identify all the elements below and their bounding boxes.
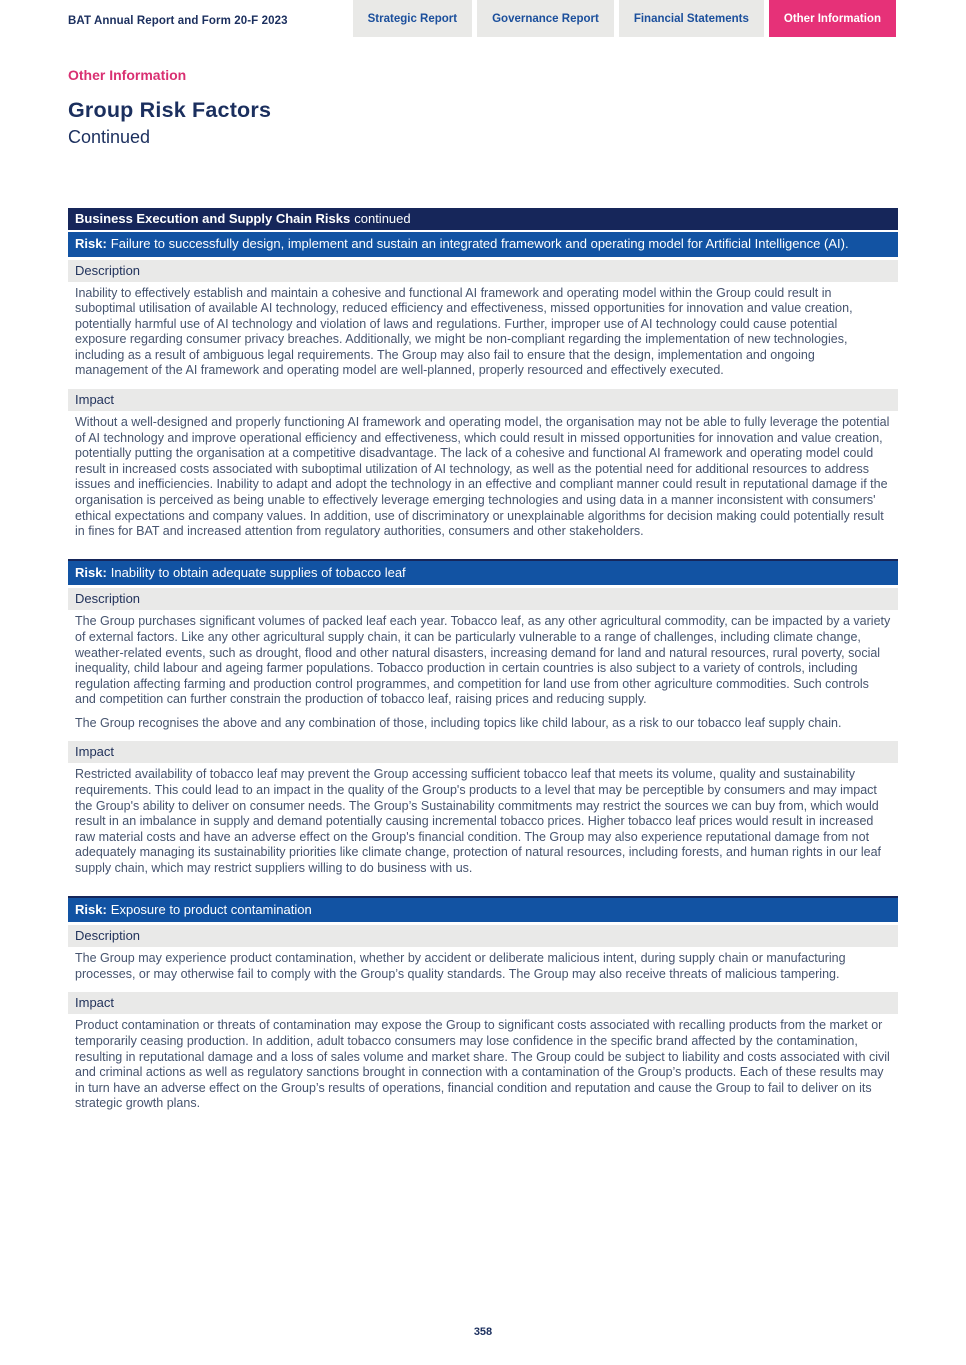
tab-governance-report[interactable]: [477, 0, 614, 37]
paragraph: Inability to effectively establish and maintain a cohesive and functional AI framework and operating model within the Group could result in suboptimal utilisation of available AI technology, reduced efficiency and effectiveness, missed opportunities for innovation and value creation, potentially harmful use of AI technology and violation of laws and regulations. Further, improper use of AI technology could cause potential exposure regarding consumer privacy breaches. Additionally, we might be non-compliant regarding the implementation of new technologies, including as a result of ambiguous legal requirements. The Group may also fail to ensure that the design, implementation and ongoing management of the AI framework and operating model are well-planned, properly resourced and effectively executed.: [75, 285, 853, 378]
risk-bar: [68, 896, 898, 923]
risk-prefix: Risk:: [75, 236, 107, 251]
category-continued: continued: [354, 211, 411, 226]
impact-text: [68, 763, 898, 876]
risk-section-product-contamination: [68, 896, 898, 1112]
category-bar: [68, 208, 898, 230]
description-text: [68, 610, 898, 731]
tab-financial-statements[interactable]: [619, 0, 764, 37]
impact-label: Impact: [68, 389, 898, 411]
paragraph: Without a well-designed and properly functioning AI framework and operating model, the organisation may not be able to fully leverage the potential of AI technology and improve operational efficiency and effectiveness, which could result in missed opportunities for innovation and value creation, potentially putting the organisation at a competitive disadvantage. The lack of a cohesive and functional AI framework and operating model could result in increased costs associated with suboptimal utilization of AI technology, as well as the potential need for additional resources to address issues and inefficiencies. Inability to adapt and adopt the technology in an effective and compliant manner could result in reputational damage if the organisation is perceived as being unable to effectively leverage emerging technologies and using data in a manner inconsistent with consumers' ethical expectations and company values. In addition, use of discriminatory or unexplainable algorithms for decision making could potentially result in fines for BAT and increased attention from regulatory authorities, consumers and other stakeholders.: [75, 415, 890, 539]
description-text: [68, 947, 898, 982]
risk-text: Exposure to product contamination: [110, 901, 312, 917]
tab-label: Financial Statements: [633, 12, 749, 25]
risk-prefix: Risk:: [75, 901, 107, 917]
page-content: [68, 67, 898, 1112]
risk-section-tobacco-leaf: [68, 559, 898, 877]
impact-label: Impact: [68, 992, 898, 1014]
impact-text: [68, 411, 898, 540]
page-header: [0, 0, 966, 37]
risk-bar: [68, 232, 898, 257]
risk-bar: [68, 559, 898, 586]
tab-strategic-report[interactable]: [353, 0, 472, 37]
paragraph: The Group recognises the above and any combination of those, including topics like child labour, as a risk to our tobacco leaf supply chain.: [75, 715, 842, 730]
section-tabs: [353, 0, 896, 37]
description-label: Description: [68, 588, 898, 610]
paragraph: Product contamination or threats of contamination may expose the Group to significant costs associated with recalling products from the market or temporarily ceasing production. In addition, adult tobacco consumers may lose confidence in the specific brand affected by the contamination, resulting in reputational damage and a loss of sales volume and market share. The Group could be subject to liability and costs associated with civil and criminal actions as well as regulatory sanctions brought in connection with a contamination of the Group’s products. Each of these results may in turn have an adverse effect on the Group’s results of operations, financial condition and reputation and cause the Group to fail to deliver on its strategic growth plans.: [75, 1018, 890, 1111]
tab-label: Governance Report: [492, 12, 599, 25]
tab-label: Strategic Report: [367, 12, 458, 25]
tab-label: Other Information: [783, 12, 881, 25]
risk-prefix: Risk:: [75, 564, 107, 580]
page-number: 358: [473, 1326, 493, 1338]
risk-text: Inability to obtain adequate supplies of tobacco leaf: [110, 564, 406, 580]
impact-text: [68, 1014, 898, 1112]
description-text: [68, 282, 898, 380]
page-subtitle: Continued: [68, 127, 151, 147]
description-label: Description: [68, 925, 898, 947]
tab-other-information[interactable]: [769, 0, 896, 37]
paragraph: The Group may experience product contamination, whether by accident or deliberate malicious intent, during supply chain or manufacturing processes, or may otherwise fail to comply with the Group’s quality standards. The Group may also receive threats of malicious tampering.: [75, 951, 846, 981]
category-name: Business Execution and Supply Chain Risks: [75, 211, 351, 226]
report-title: BAT Annual Report and Form 20-F 2023: [68, 15, 288, 27]
paragraph: Restricted availability of tobacco leaf may prevent the Group accessing sufficient tobacco leaf that meets its volume, quality and sustainability requirements. This could lead to an impact in the quality of the Group's products to a level that may be perceptible by consumers and may impact the Group's ability to deliver on consumer needs. The Group’s Sustainability commitments may restrict the sources we can buy from, which would result in an imbalance in supply and demand potentially causing incremental tobacco prices. Higher tobacco leaf prices would result in increased raw material costs and have an adverse effect on the Group's financial condition. The Group may also experience reputational damage from not adequately managing its sustainability priorities like climate change, protection of natural resources, including forests, and human rights in our leaf supply chain, which may restrict suppliers willing to do business with us.: [75, 767, 881, 876]
risk-text: Failure to successfully design, implement and sustain an integrated framework and operating model for Artificial Intelligence (AI).: [110, 236, 849, 251]
impact-label: Impact: [68, 741, 898, 763]
paragraph: The Group purchases significant volumes of packed leaf each year. Tobacco leaf, as any other agricultural commodity, can be impacted by a variety of external factors. Like any other agricultural supply chain, it can be particularly vulnerable to a range of challenges, including climate change, weather-related events, such as drought, flood and other natural disasters, increasing demand for land and natural resources, rural poverty, social inequality, child labour and ageing farmer populations. Tobacco production in certain countries is also subject to a variety of controls, including regulation affecting farming and production control programmes, and competition for land use from other agriculture commodities. Such controls and competition can further constrain the production of tobacco leaf, raising prices and reducing supply.: [75, 614, 891, 707]
risk-section-ai-framework: [68, 208, 898, 540]
section-eyebrow: Other Information: [68, 67, 187, 83]
page-title: Group Risk Factors: [68, 98, 272, 122]
risk-sections: [68, 208, 898, 1112]
description-label: Description: [68, 260, 898, 282]
